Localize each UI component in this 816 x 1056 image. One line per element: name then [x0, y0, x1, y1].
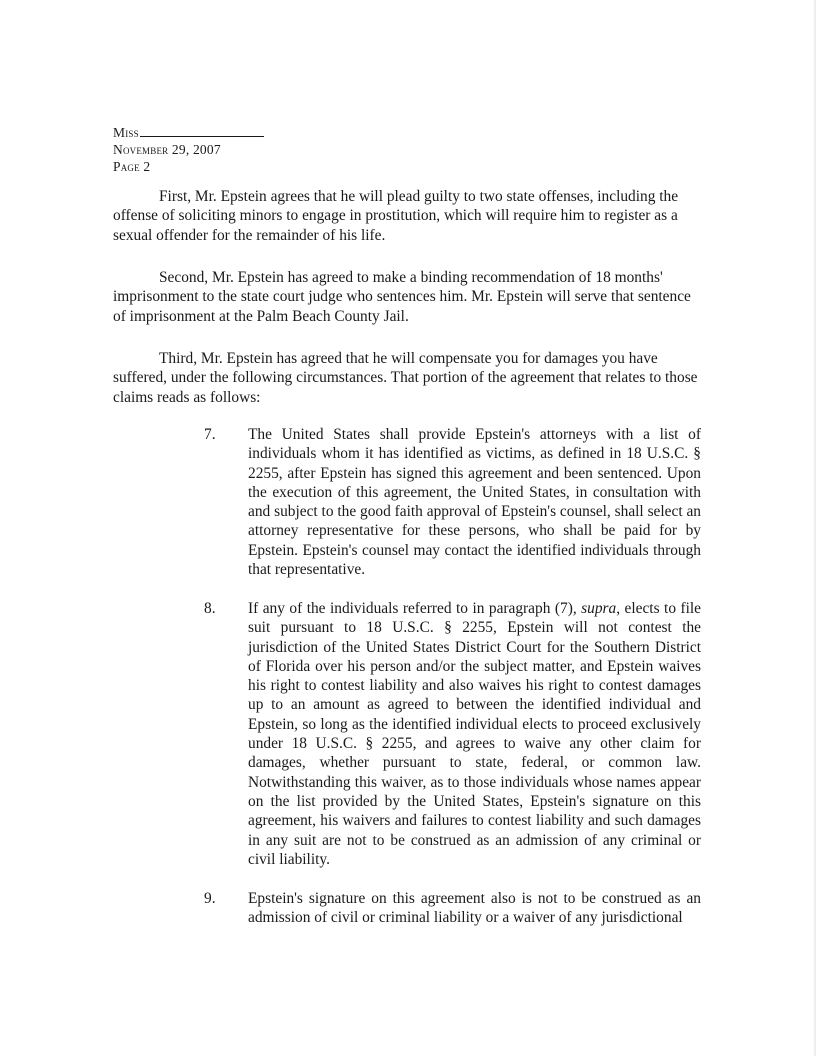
page-number: Page 2	[113, 159, 151, 174]
letter-header	[113, 124, 264, 175]
paragraph-second: Second, Mr. Epstein has agreed to make a binding recommendation of 18 months' imprisonment to the state court judge who sentences him. Mr. Epstein will serve that sentence of imprisonment at the Palm Beach County Jail.	[113, 269, 691, 325]
letter-date: November 29, 2007	[113, 142, 221, 157]
recipient-blank	[140, 136, 264, 137]
numbered-paragraph-9	[204, 889, 701, 928]
paragraph-text: The United States shall provide Epstein's attorneys with a list of individuals whom it has identified as victims, as defined in 18 U.S.C. § 2255, after Epstein has signed this agreement and been sentenced. Upon the execution of this agreement, the United States, in consultation with and subject to the good faith approval of Epstein's counsel, shall select an attorney representative for these persons, who shall be paid for by Epstein. Epstein's counsel may contact the identified individuals through that representative.	[248, 426, 701, 579]
paragraph-number: 8.	[204, 600, 216, 617]
text-segment: If any of the individuals referred to in paragraph (7),	[248, 600, 582, 617]
text-segment: , elects to file suit pursuant to 18 U.S.C. § 2255, Epstein will not contest the jurisdiction of the United States District Court for the Southern District of Florida over his person and/or the subject matter, and Epstein waives his right to contest liability and also waives his right to contest damages up to an amount as agreed to between the identified individual and Epstein, so long as the identified individual elects to proceed exclusively under 18 U.S.C. § 2255, and agrees to waive any other claim for damages, whether pursuant to state, federal, or common law. Notwithstanding this waiver, as to those individuals whose names appear on the list provided by the United States, Epstein's signature on this agreement, his waivers and failures to contest liability and such damages in any suit are not to be construed as an admission of any criminal or civil liability.	[248, 600, 701, 868]
paragraph-first: First, Mr. Epstein agrees that he will plead guilty to two state offenses, including the offense of soliciting minors to engage in prostitution, which will require him to register as a sexual offender for the remainder of his life.	[113, 188, 679, 244]
paragraph-text	[248, 599, 701, 869]
recipient-label: Miss	[113, 125, 139, 140]
recipient-line	[113, 124, 264, 141]
numbered-paragraph-7	[204, 425, 701, 579]
paragraph-number: 9.	[204, 890, 216, 907]
paragraph-number: 7.	[204, 426, 216, 443]
paragraph-third: Third, Mr. Epstein has agreed that he will compensate you for damages you have suffered, under the following circumstances. That portion of the agreement that relates to those claims reads as follows:	[113, 350, 698, 406]
numbered-paragraph-8	[204, 599, 701, 869]
italic-term: supra	[581, 600, 617, 617]
paragraph-text: Epstein's signature on this agreement also is not to be construed as an admission of civil or criminal liability or a waiver of any jurisdictional	[248, 890, 701, 927]
